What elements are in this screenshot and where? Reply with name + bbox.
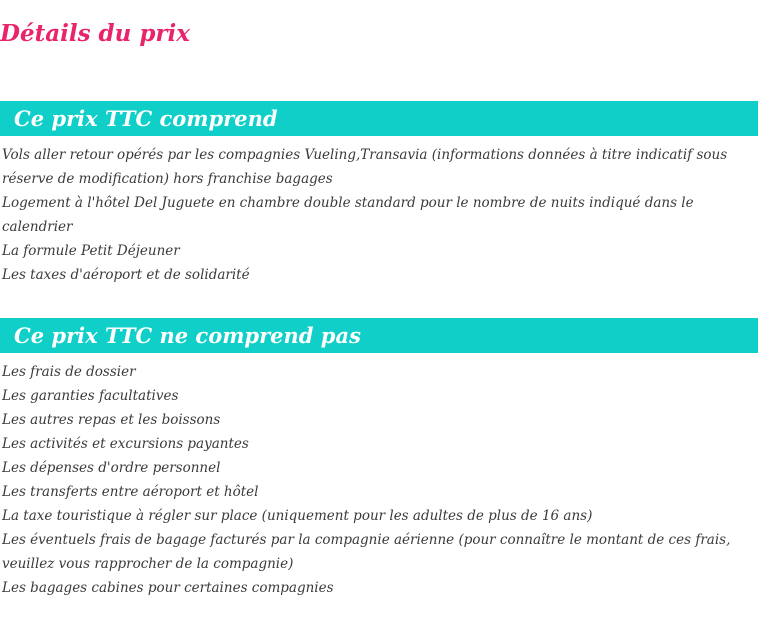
section-body-includes xyxy=(0,136,758,287)
section-header-excludes-label: Ce prix TTC ne comprend pas xyxy=(14,323,361,348)
list-item: Logement à l'hôtel Del Juguete en chambre double standard pour le nombre de nuits indiqué dans le calendrier xyxy=(2,195,694,236)
section-body-excludes xyxy=(0,353,758,600)
list-item: La formule Petit Déjeuner xyxy=(2,243,180,260)
section-price-includes xyxy=(0,101,758,287)
list-item: Les bagages cabines pour certaines compagnies xyxy=(2,580,334,597)
page-title: Détails du prix xyxy=(0,20,190,47)
list-item: Les taxes d'aéroport et de solidarité xyxy=(2,267,250,284)
list-item: La taxe touristique à régler sur place (uniquement pour les adultes de plus de 16 ans) xyxy=(2,508,593,525)
list-item: Les dépenses d'ordre personnel xyxy=(2,460,221,477)
list-item: Les éventuels frais de bagage facturés par la compagnie aérienne (pour connaître le montant de ces frais, veuillez vous rapprocher de la compagnie) xyxy=(2,532,731,573)
list-item: Les activités et excursions payantes xyxy=(2,436,249,453)
list-item: Les transferts entre aéroport et hôtel xyxy=(2,484,259,501)
list-item: Les frais de dossier xyxy=(2,364,136,380)
section-header-excludes xyxy=(0,318,758,353)
list-item: Les garanties facultatives xyxy=(2,388,179,405)
section-header-includes-label: Ce prix TTC comprend xyxy=(14,106,278,131)
section-header-includes xyxy=(0,101,758,136)
section-price-excludes xyxy=(0,318,758,600)
list-item: Vols aller retour opérés par les compagnies Vueling,Transavia (informations données à titre indicatif sous réserve de modification) hors franchise bagages xyxy=(2,147,728,188)
list-item: Les autres repas et les boissons xyxy=(2,412,221,429)
